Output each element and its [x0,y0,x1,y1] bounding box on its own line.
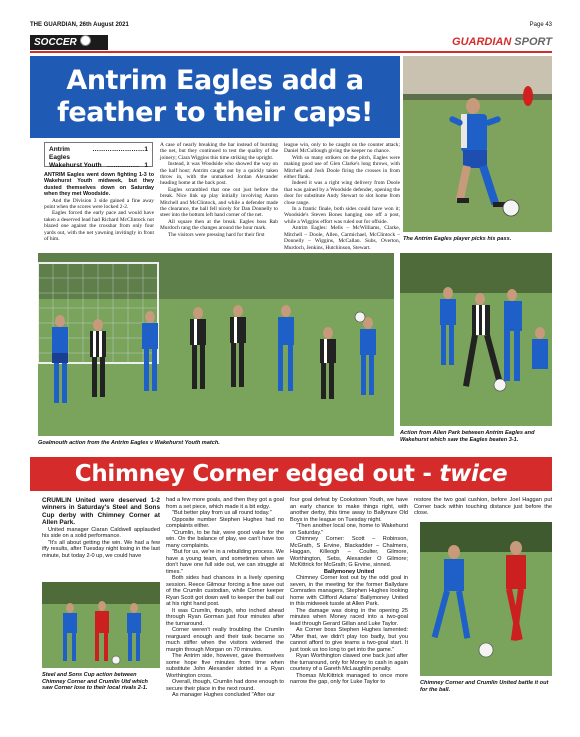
page-number: Page 43 [529,22,552,28]
story2-paragraph: restore the two goal cushion, before Joel Haggan put Corner back within touching distance just before the close. [414,497,552,516]
score-row-home: Antrim Eagles …………………… 1 [49,146,148,161]
story1-paragraph: Eagles scrambled that one out just before the break. Nice link up play initially involving Aaron Mitchell and McClintock, and while a defender made the clearance, the ball fell nicely for Dan Donnelly to steer into the bottom left hand corner of the net. [160,186,278,219]
story1-lead: ANTRIM Eagles went down fighting 1-3 to Wakehurst Youth midweek, but they dusted themselves down on Saturday when they met Woodside. [44,172,154,198]
page-header [30,22,552,34]
soccer-section-tag: SOCCER [30,35,108,50]
story1-paragraph: A case of nearly breaking the bar instead of bursting the net, but they continued to test the quality of the joinery; Ciara Wiggins this time striking the upright. [160,142,278,161]
story2-headline: Chimney Corner edged out - twice [30,457,552,491]
story1-paragraph: In a frantic finale, both sides could have won it; Woodside's Steven Bones hanging one off a post, while a Wiggins effort was ruled out for offside. [284,206,400,225]
story1-paragraph: Eagles forced the early pace and would have taken a deserved lead had Richard McClintock not blazed one against the crossbar from only four yards out, with the net yawning invitingly in front of him. [44,210,154,243]
story2-paragraph: "But better play from us all round today." [172,510,272,516]
story1-paragraph: And the Division 3 side gained a fine away point when the scores were locked 2-2. [44,197,154,211]
caption-chimney-crumlin-battle: Chimney Corner and Crumlin United battle it out for the ball. [420,680,549,693]
story2-lineup: Chimney Corner: Scott – Robinson, McGrath, S Ervine, Blackadder – Chalmers, Haggan, Killeogh – Coulter, Gilmore, Worthington, Sebs, Alexander O Gilmore; McKittrick for McGrath; G Ervine, sinned. [290,536,408,568]
caption-allen-park-action: Action from Allen Park between Antrim Eagles and Wakehurst which saw the Eagles beaten 3-1. [400,430,535,443]
story2-paragraph: As Corner boss Stephen Hughes lamented: "After that, we didn't play too badly, but you cannot afford to give teams a two-goal start. It just took us too long to get into the game." [290,627,408,653]
story2-paragraph: As manager Hughes concluded "After our [172,692,276,698]
chimney-crumlin-battle-photo [420,522,552,676]
story2-column-1 [42,497,160,559]
story2-paragraph: United manager Ciaran Caldwell applauded his side on a solid performance. [42,526,160,540]
headline-line-1: Antrim Eagles add a [66,65,364,96]
story2-column-2 [166,497,284,699]
story2-paragraph: had a few more goals, and then they got a goal from a set piece, which made it a bit edgy. [166,497,284,510]
story2-paragraph: Overall, though, Crumlin had done enough to secure their place in the next round. [166,679,284,692]
story2-paragraph: Chimney Corner lost out by the odd goal in seven, in the meeting for the former Ballydare Comrades managers, Stephen Hughes looking home with Clifford Adams' Ballymoney United in this midweek tussle at Allen Park. [290,575,408,607]
story1-column-3 [284,142,400,251]
story1-paragraph: The visitors were pressing hard for their first [168,231,265,238]
story2-paragraph: The Antrim side, however, gave themselves some hope five minutes from time when substitute John Alexander slotted in a Ryan Worthington cross. [166,653,284,679]
story1-column-2 [160,142,278,238]
story2-paragraph: "But for us, we're in a rebuilding process. We have a young team, and sometimes when we don't have one full side out, we can struggle at times." [166,549,284,575]
guardian-sport-logo: GUARDIAN SPORT [452,36,552,48]
story2-paragraph: Corner weren't really troubling the Crumlin rearguard enough and their task became so much stiffer when the visitors widened the margin through Morgan on 70 minutes. [166,627,284,653]
steel-sons-cup-photo [42,582,160,668]
story1-paragraph: All square then at the break. Eagles boss Rab Murdoch rang the changes around the hour mark. [160,218,278,232]
story2-paragraph: The damage was doing in the opening 25 minutes when Money raced into a two-goal lead through Gerard Gillan and Luke Taylor. [290,607,408,627]
story1-lineup: Antrim Eagles: Mells – McWilliams, Clarke, Mitchell – Doole, Allen, Carmichael, McClintock – Donnelly – Wiggins, McCallan. Subs, Overton, Murdoch, Jenkins, Hutchinson, Stewart. [284,225,400,251]
story1-column-1 [44,172,154,242]
allen-park-action-photo [400,253,552,426]
story1-paragraph: league win, only to be caught on the counter attack; Daniel McCullough giving the keeper no chance. [284,142,400,155]
story2-column-4 [414,497,552,517]
caption-steel-sons-cup: Steel and Sons Cup action between Chimney Corner and Crumlin Utd which saw Corner lose to their local rivals 2-1. [42,672,148,692]
goalmouth-action-photo [38,253,394,436]
story1-paragraph: Instead, it was Woodside who showed the way on the half hour; Antrim caught out by a quickly taken throw in, with the unmarked Jordan Alexander heading home at the back post. [160,161,278,187]
caption-eagles-player: The Antrim Eagles player picks his pass. [403,236,512,242]
scorebox [44,142,153,167]
story2-lead: CRUMLIN United were deserved 1-2 winners in Saturday's Steel and Sons Cup derby with Chimney Corner at Allen Park. [42,497,160,527]
story2-paragraph: "It's all about getting the win. We had a few iffy results, after Tuesday night losing in the last minute, but today 2-0 up, we could have [42,539,160,559]
caption-goalmouth-action: Goalmouth action from the Antrim Eagles v Wakehurst Youth match. [38,440,220,446]
story1-paragraph: With so many strikers on the pitch, Eagles were making good use of Glen Clarke's long throws, with Mitchell and Josh Doole firing the crosses in from either flank. [284,154,400,181]
headline-line-2: feather to their caps! [57,97,373,128]
story2-paragraph: Opposite number Stephen Hughes had no complaints either. [166,516,284,529]
story2-paragraph: Thomas McKittrick managed to once more narrow the gap, only for Luke Taylor to [290,672,408,685]
football-icon [80,35,91,46]
story2-paragraph: four goal defeat by Cookstown Youth, we have an early chance to make things right, with another derby, this time away to Ballynure Old Boys in the league on Tuesday night. [290,497,408,523]
story2-paragraph: "Then another local one, home to Wakehurst on Saturday." [290,523,408,536]
story2-paragraph: It was Crumlin, though, who inched ahead through Ryan Gorman just four minutes after the turnaround. [166,607,284,627]
story2-paragraph: "Crumlin, to be fair, were good value for the win. On the balance of play, we can't have too many complaints. [166,529,284,549]
story2-subheading: Ballymoney United [323,568,375,575]
issue-date: THE GUARDIAN, 26th August 2021 [30,22,129,28]
story2-paragraph: Ryan Worthington clawed one back just after the turnaround, only for Money to cash in again courtesy of a Gareth McLaughlin penalty. [290,653,408,672]
story1-headline [30,56,400,138]
section-bar [30,35,552,53]
story2-column-3 [290,497,408,686]
story2-paragraph: Both sides had chances in a lively opening session. Reece Gilmour forcing a fine save out of the Crumlin custodian, while Corner keeper Ryan Scott got down well to keeper the ball out at his right hand post. [166,575,284,607]
story1-paragraph: Indeed it was a right wing delivery from Doole that was gained by a Woodside defender, opening the door for substitute Andy Stewart to slot home from close range. [284,180,400,206]
score-row-away: Wakehurst Youth …………… 1 [49,162,148,169]
eagles-player-photo [403,56,552,232]
